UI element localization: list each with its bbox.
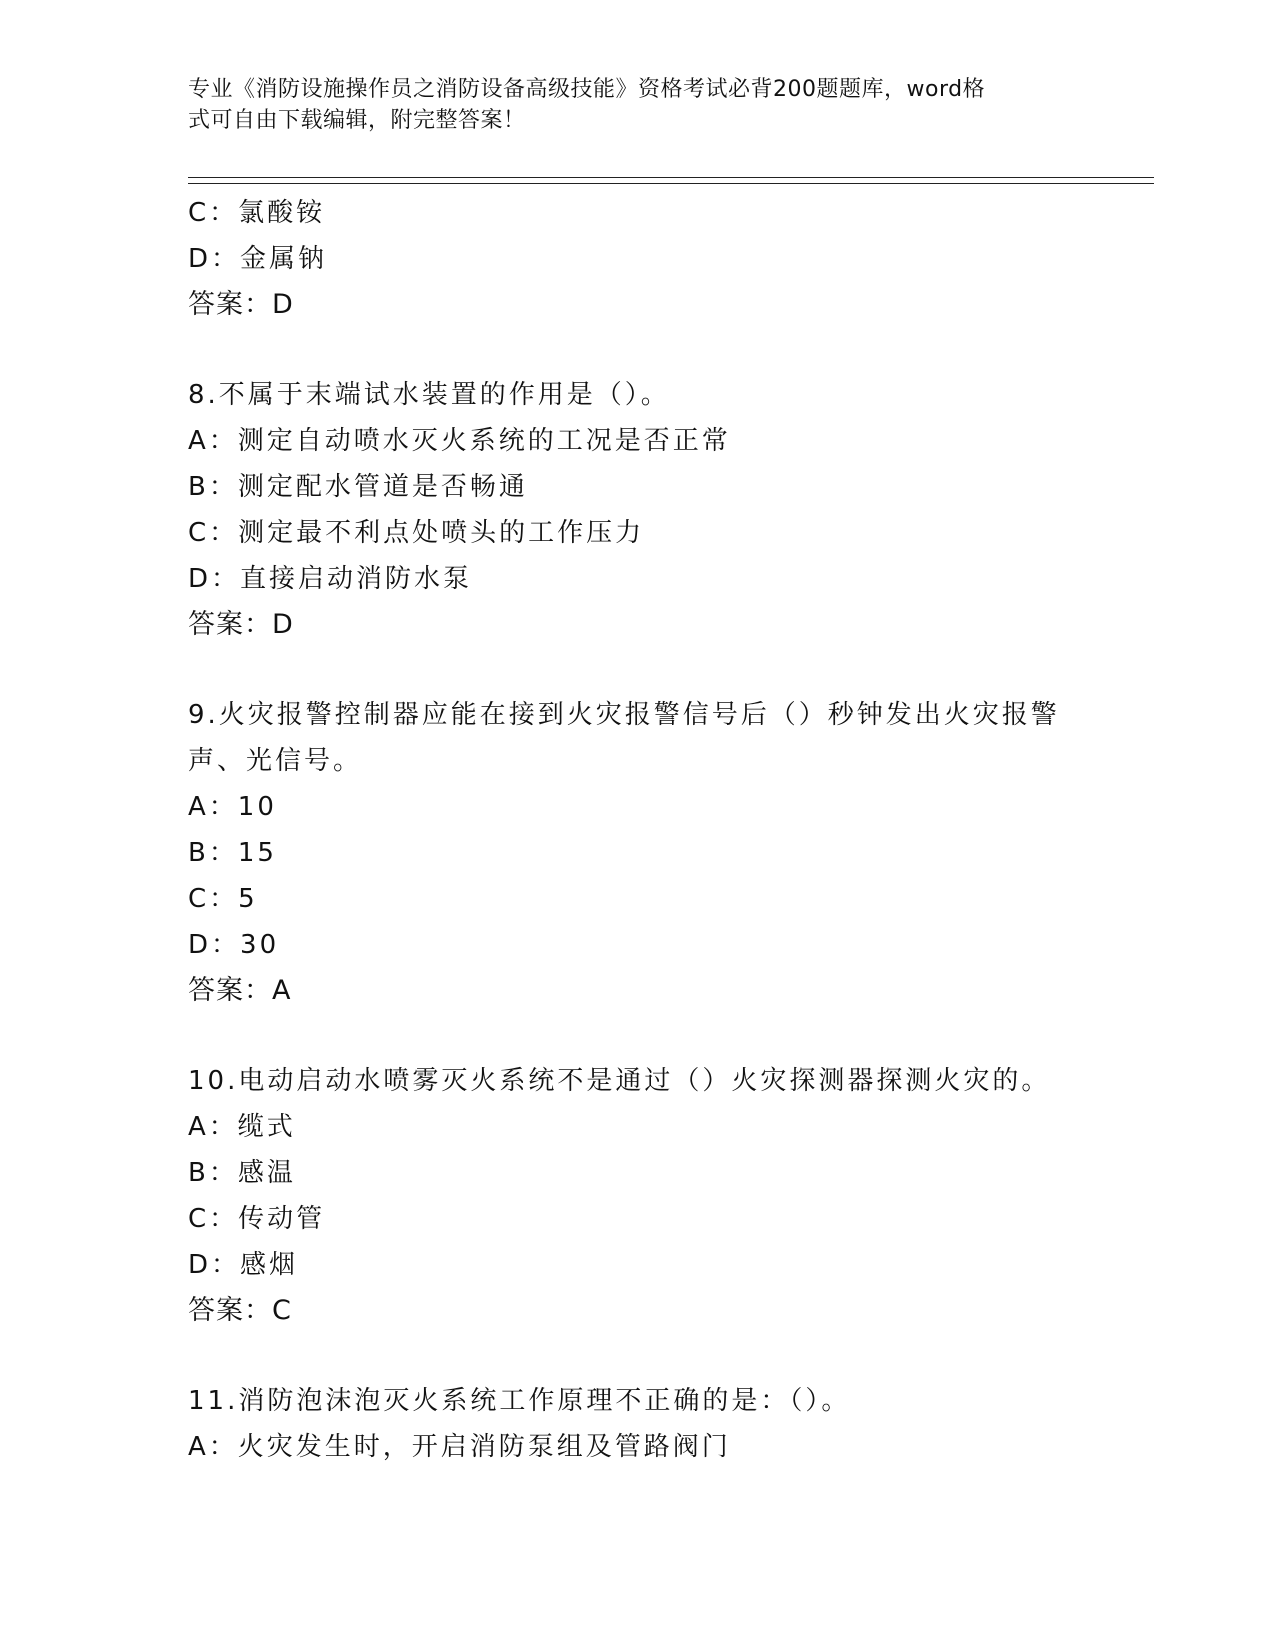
answer-line: 答案：C — [188, 1295, 292, 1326]
option-line: B：感温 — [188, 1158, 296, 1188]
question-spacer — [188, 1334, 1088, 1378]
header-divider-bottom — [188, 183, 1154, 184]
option-line: A：测定自动喷水灭火系统的工况是否正常 — [188, 426, 731, 456]
question-text: 10.电动启动水喷雾灭火系统不是通过（）火灾探测器探测火灾的。 — [188, 1066, 1051, 1096]
option-line: D：感烟 — [188, 1250, 299, 1280]
option-line: C：氯酸铵 — [188, 198, 326, 228]
option-line: A：火灾发生时，开启消防泵组及管路阀门 — [188, 1432, 731, 1462]
document-header — [188, 74, 1068, 136]
answer-line: 答案：A — [188, 975, 292, 1006]
option-line: C：测定最不利点处喷头的工作压力 — [188, 518, 645, 548]
option-line: C：传动管 — [188, 1204, 326, 1234]
question-text: 11.消防泡沫泡灭火系统工作原理不正确的是：（）。 — [188, 1386, 851, 1416]
option-line: D：金属钠 — [188, 244, 328, 274]
header-divider-top — [188, 177, 1154, 178]
question-text: 声、光信号。 — [188, 746, 363, 776]
option-line: A：10 — [188, 792, 277, 822]
header-title-line-2: 式可自由下载编辑，附完整答案！ — [188, 108, 526, 133]
answer-line: 答案：D — [188, 289, 294, 320]
option-line: D：30 — [188, 930, 280, 960]
question-spacer — [188, 328, 1088, 372]
question-spacer — [188, 1014, 1088, 1058]
question-list — [188, 190, 1088, 1470]
question-spacer — [188, 648, 1088, 692]
question-text: 8.不属于末端试水装置的作用是（）。 — [188, 380, 670, 410]
option-line: D：直接启动消防水泵 — [188, 564, 473, 594]
answer-line: 答案：D — [188, 609, 294, 640]
question-text: 9.火灾报警控制器应能在接到火灾报警信号后（）秒钟发出火灾报警 — [188, 700, 1060, 730]
option-line: A：缆式 — [188, 1112, 296, 1142]
header-title-line-1: 专业《消防设施操作员之消防设备高级技能》资格考试必背200题题库，word格 — [188, 77, 986, 102]
option-line: B：测定配水管道是否畅通 — [188, 472, 528, 502]
option-line: C：5 — [188, 884, 258, 914]
option-line: B：15 — [188, 838, 277, 868]
